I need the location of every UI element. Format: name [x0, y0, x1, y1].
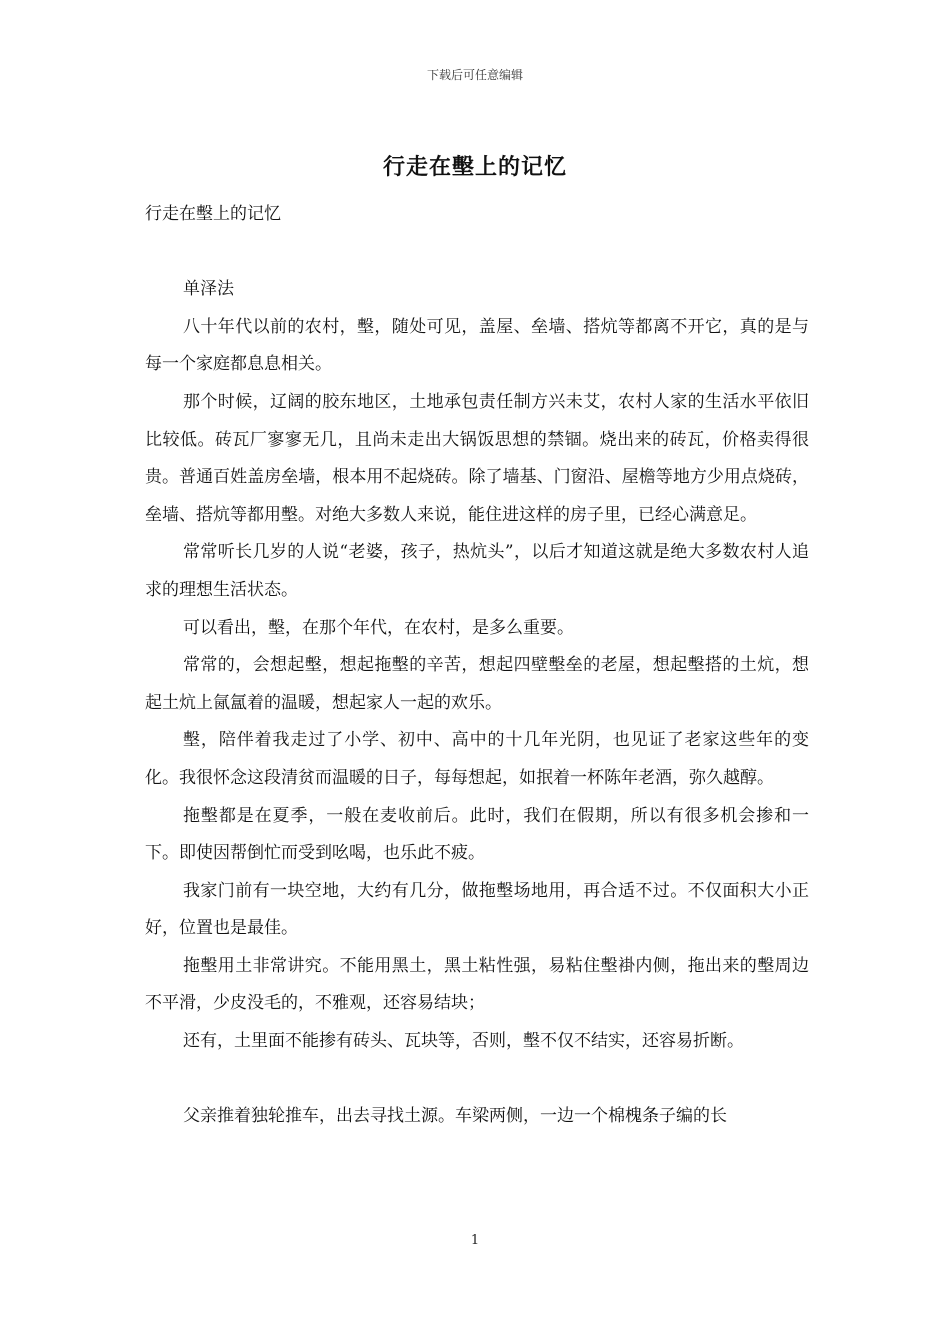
document-subtitle: 行走在墼上的记忆: [145, 204, 281, 224]
paragraph: 常常听长几岁的人说“老婆，孩子，热炕头”，以后才知道这就是绝大多数农村人追求的理想生活状态。: [145, 542, 809, 600]
document-title: 行走在墼上的记忆: [382, 154, 567, 180]
paragraph: 还有，土里面不能掺有砖头、瓦块等，否则，墼不仅不结实，还容易折断。: [183, 1031, 744, 1052]
page-number: 1: [470, 1233, 480, 1248]
paragraph: 八十年代以前的农村，墼，随处可见，盖屋、垒墙、搭炕等都离不开它，真的是与每一个家庭都息息相关。: [145, 316, 809, 375]
document-body: [145, 196, 809, 1136]
paragraph: 常常的，会想起墼，想起拖墼的辛苦，想起四壁墼垒的老屋，想起墼搭的土炕，想起土炕上氤氲着的温暖，想起家人一起的欢乐。: [145, 655, 809, 713]
paragraph: 拖墼用土非常讲究。不能用黑土，黑土粘性强，易粘住墼褂内侧，拖出来的墼周边不平滑，少皮没毛的，不雅观，还容易结块；: [145, 955, 809, 1014]
paragraph: 那个时候，辽阔的胶东地区，土地承包责任制方兴未艾，农村人家的生活水平依旧比较低。砖瓦厂寥寥无几，且尚未走出大锅饭思想的禁锢。烧出来的砖瓦，价格卖得很贵。普通百姓盖房垒墙，根本用不起烧砖。除了墙基、门窗沿、屋檐等地方少用点烧砖，垒墙、搭炕等都用墼。对绝大多数人来说，能住进这样的房子里，已经心满意足。: [145, 391, 809, 525]
paragraph: 父亲推着独轮推车，出去寻找土源。车梁两侧，一边一个棉槐条子编的长: [183, 1106, 727, 1127]
author-line: 单泽法: [183, 279, 234, 300]
paragraph: 我家门前有一块空地，大约有几分，做拖墼场地用，再合适不过。不仅面积大小正好，位置也是最佳。: [145, 880, 809, 939]
blank-line: [145, 234, 809, 272]
paragraph: 墼，陪伴着我走过了小学、初中、高中的十几年光阴，也见证了老家这些年的变化。我很怀念这段清贫而温暖的日子，每每想起，如抿着一杯陈年老酒，弥久越醇。: [145, 730, 809, 788]
paragraph: 拖墼都是在夏季，一般在麦收前后。此时，我们在假期，所以有很多机会掺和一下。即使因帮倒忙而受到吆喝，也乐此不疲。: [145, 805, 809, 864]
paragraph: 可以看出，墼，在那个年代，在农村，是多么重要。: [183, 617, 574, 638]
header-note: 下载后可任意编辑: [426, 68, 523, 82]
